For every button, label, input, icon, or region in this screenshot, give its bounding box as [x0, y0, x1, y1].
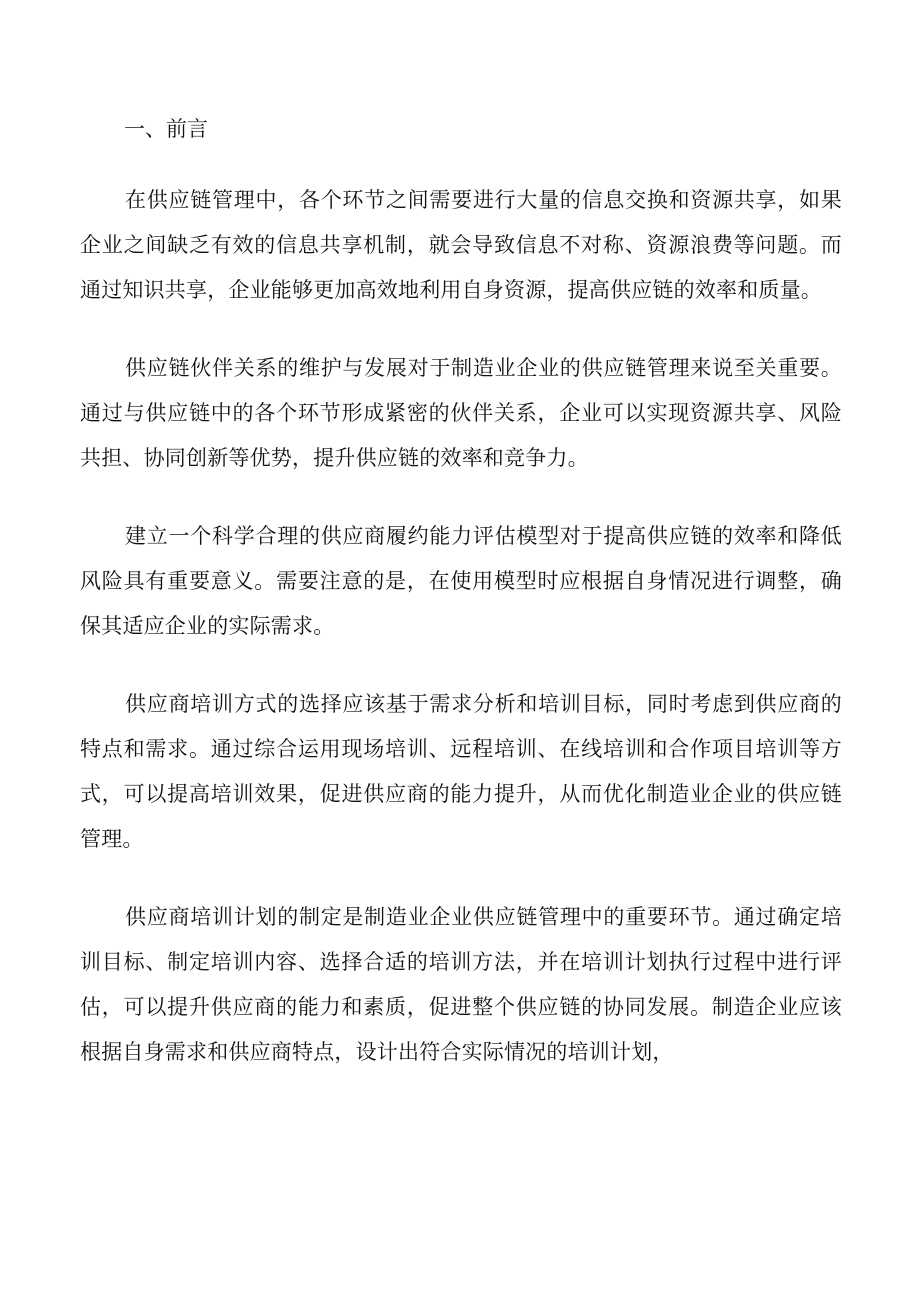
paragraph-5: 供应商培训计划的制定是制造业企业供应链管理中的重要环节。通过确定培训目标、制定培训内容、选择合适的培训方法，并在培训计划执行过程中进行评估，可以提升供应商的能力和素质，促进整个供应链的协同发展。制造企业应该根据自身需求和供应商特点，设计出符合实际情况的培训计划， [80, 905, 842, 1064]
paragraph-2: 供应链伙伴关系的维护与发展对于制造业企业的供应链管理来说至关重要。通过与供应链中的各个环节形成紧密的伙伴关系，企业可以实现资源共享、风险共担、协同创新等优势，提升供应链的效率和竞争力。 [80, 356, 842, 470]
paragraph-1: 在供应链管理中，各个环节之间需要进行大量的信息交换和资源共享，如果企业之间缺乏有效的信息共享机制，就会导致信息不对称、资源浪费等问题。而通过知识共享，企业能够更加高效地利用自身资源，提高供应链的效率和质量。 [80, 188, 842, 302]
document-body [80, 108, 842, 1075]
section-heading: 一、前言 [124, 117, 208, 141]
paragraph-3: 建立一个科学合理的供应商履约能力评估模型对于提高供应链的效率和降低风险具有重要意义。需要注意的是，在使用模型时应根据自身情况进行调整，确保其适应企业的实际需求。 [80, 524, 842, 638]
paragraph-4: 供应商培训方式的选择应该基于需求分析和培训目标，同时考虑到供应商的特点和需求。通过综合运用现场培训、远程培训、在线培训和合作项目培训等方式，可以提高培训效果，促进供应商的能力提升，从而优化制造业企业的供应链管理。 [80, 692, 842, 851]
